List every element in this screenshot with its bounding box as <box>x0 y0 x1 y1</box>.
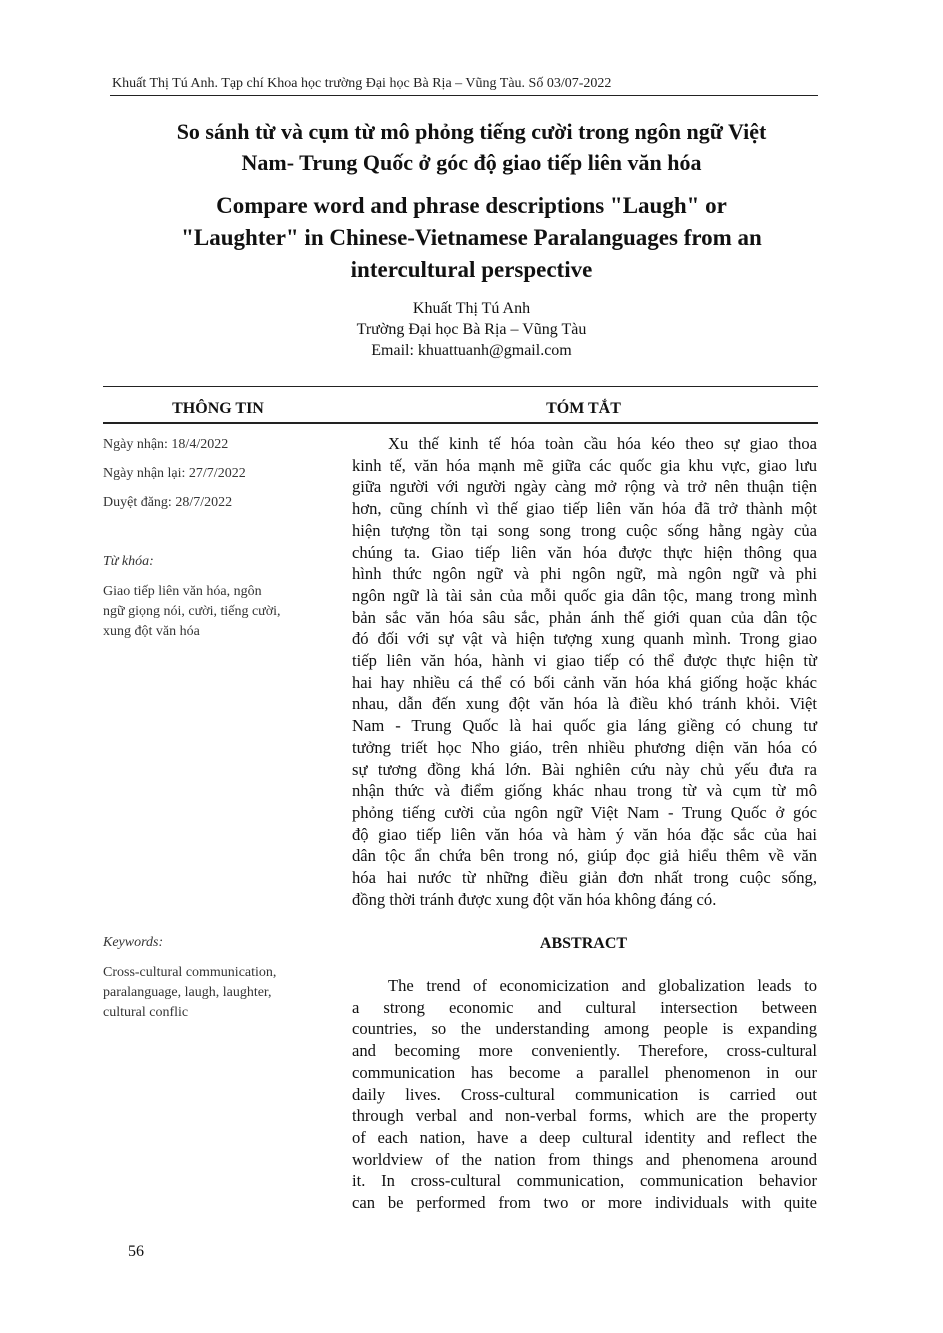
title-line: So sánh từ và cụm từ mô phỏng tiếng cười trong ngôn ngữ Việt <box>176 119 767 144</box>
abstract-heading: ABSTRACT <box>539 935 628 952</box>
text-line: giữa người với người ngày càng mở rộng và trở nên thuận tiện <box>352 477 817 497</box>
text-line: countries, so the understanding among people is expanding <box>352 1019 817 1039</box>
title-line: intercultural perspective <box>350 257 593 282</box>
keywords-en <box>103 963 333 1023</box>
text-line: sự tương đồng khá lớn. Bài nghiên cứu này chủ yếu đưa ra <box>352 759 817 779</box>
author-affiliation: Trường Đại học Bà Rịa – Vũng Tàu <box>356 321 587 338</box>
text-line: hóa hai nước từ những điều giản đơn nhất trong cuộc sống, <box>352 868 817 888</box>
page-number: 56 <box>128 1243 144 1260</box>
keyword-line: paralanguage, laugh, laughter, <box>103 985 272 1000</box>
text-line: ngôn ngữ là tài sản của mỗi quốc gia dân tộc, mang trong mình <box>352 585 817 605</box>
date-revised: Ngày nhận lại: 27/7/2022 <box>103 466 246 481</box>
info-heading: THÔNG TIN <box>172 400 264 417</box>
text-line: tưởng triết học Nho giáo, trên nhiều phương diện văn hóa có <box>352 737 817 757</box>
text-line: hình thức ngôn ngữ và phi ngôn ngữ, mà ngôn ngữ và phi <box>352 564 817 584</box>
text-line: bản sắc văn hóa sâu sắc, phản ánh thế giới quan của dân tộc <box>352 607 817 627</box>
text-line: Xu thế kinh tế hóa toàn cầu hóa kéo theo sự giao thoa <box>388 434 817 453</box>
title-line: Nam- Trung Quốc ở góc độ giao tiếp liên văn hóa <box>241 150 702 175</box>
title-line: Compare word and phrase descriptions "Laugh" or <box>216 193 727 218</box>
keyword-line: xung đột văn hóa <box>103 624 200 639</box>
summary-text <box>352 433 817 910</box>
text-line: through verbal and non-verbal forms, which are the property <box>352 1106 817 1126</box>
text-line: kinh tế, văn hóa mạnh mẽ giữa các quốc gia khu vực, giao lưu <box>352 455 817 475</box>
text-line: daily lives. Cross-cultural communication is carried out <box>352 1084 817 1104</box>
keyword-line: cultural conflic <box>103 1005 189 1020</box>
text-line: it. In cross-cultural communication, communication behavior <box>352 1171 817 1191</box>
text-line: and becoming more conveniently. Therefore, cross-cultural <box>352 1041 817 1061</box>
title-english <box>100 190 843 286</box>
text-line: The trend of economicization and globalization leads to <box>388 976 817 995</box>
text-line: can be performed from two or more individuals with quite <box>352 1193 817 1213</box>
keywords-en-label: Keywords: <box>103 935 164 950</box>
author-email[interactable]: Email: khuattuanh@gmail.com <box>371 342 572 359</box>
text-line: Nam - Trung Quốc là hai quốc gia láng giềng có chung tư <box>352 716 817 736</box>
author-block <box>100 298 843 361</box>
text-line: chúng ta. Giao tiếp liên văn hóa được thực hiện thông qua <box>352 542 817 562</box>
text-line: worldview of the nation from things and phenomena around <box>352 1149 817 1169</box>
text-line: of each nation, have a deep cultural identity and reflect the <box>352 1127 817 1147</box>
title-vietnamese <box>100 116 843 178</box>
summary-heading: TÓM TẮT <box>546 400 621 417</box>
text-line: hiện tượng tồn tại song song trong cuộc sống hằng ngày của <box>352 520 817 540</box>
text-line: độ giao tiếp liên văn hóa và hàm ý văn hóa đặc sắc của hai <box>352 824 817 844</box>
author-name: Khuất Thị Tú Anh <box>412 300 531 317</box>
text-line: đó đối với sự vật và hiện tượng xung quanh mình. Trong giao <box>352 629 817 649</box>
text-line: communication has become a parallel phenomenon in our <box>352 1062 817 1082</box>
text-line: phỏng tiếng cười của ngôn ngữ Việt Nam - Trung Quốc ở góc <box>352 802 817 822</box>
text-line: nhận thức và điểm giống khác nhau trong từ và cụm từ mô <box>352 781 817 801</box>
date-accepted: Duyệt đăng: 28/7/2022 <box>103 495 233 510</box>
keyword-line: Cross-cultural communication, <box>103 965 277 980</box>
header-rule <box>110 95 818 96</box>
keywords-vi-label: Từ khóa: <box>103 554 154 569</box>
text-line: đồng thời tránh được xung đột văn hóa không đáng có. <box>352 889 717 909</box>
text-line: nhau, dẫn đến xung đột văn hóa là điều khó tránh khỏi. Việt <box>352 694 817 714</box>
keywords-vi <box>103 582 333 642</box>
table-top-rule <box>103 386 818 387</box>
running-header: Khuất Thị Tú Anh. Tạp chí Khoa học trường Đại học Bà Rịa – Vũng Tàu. Số 03/07-2022 <box>112 76 612 91</box>
text-line: hơn, cũng chính vì thế giao tiếp liên văn hóa đã trở thành một <box>352 499 817 519</box>
text-line: dân tộc ẩn chứa bên trong nó, giúp đọc giả hiểu thêm về văn <box>352 846 817 866</box>
text-line: hai hay nhiều cá thể có bối cảnh văn hóa khá giống hoặc khác <box>352 672 817 692</box>
keyword-line: ngữ giọng nói, cười, tiếng cười, <box>103 604 281 619</box>
keyword-line: Giao tiếp liên văn hóa, ngôn <box>103 584 262 599</box>
text-line: tiếp liên văn hóa, hành vi giao tiếp có thể được thực hiện từ <box>352 651 817 671</box>
text-line: a strong economic and cultural intersection between <box>352 997 817 1017</box>
abstract-text <box>352 975 817 1214</box>
table-header-rule <box>103 422 818 424</box>
title-line: "Laughter" in Chinese-Vietnamese Paralanguages from an <box>181 225 762 250</box>
date-received: Ngày nhận: 18/4/2022 <box>103 437 229 452</box>
